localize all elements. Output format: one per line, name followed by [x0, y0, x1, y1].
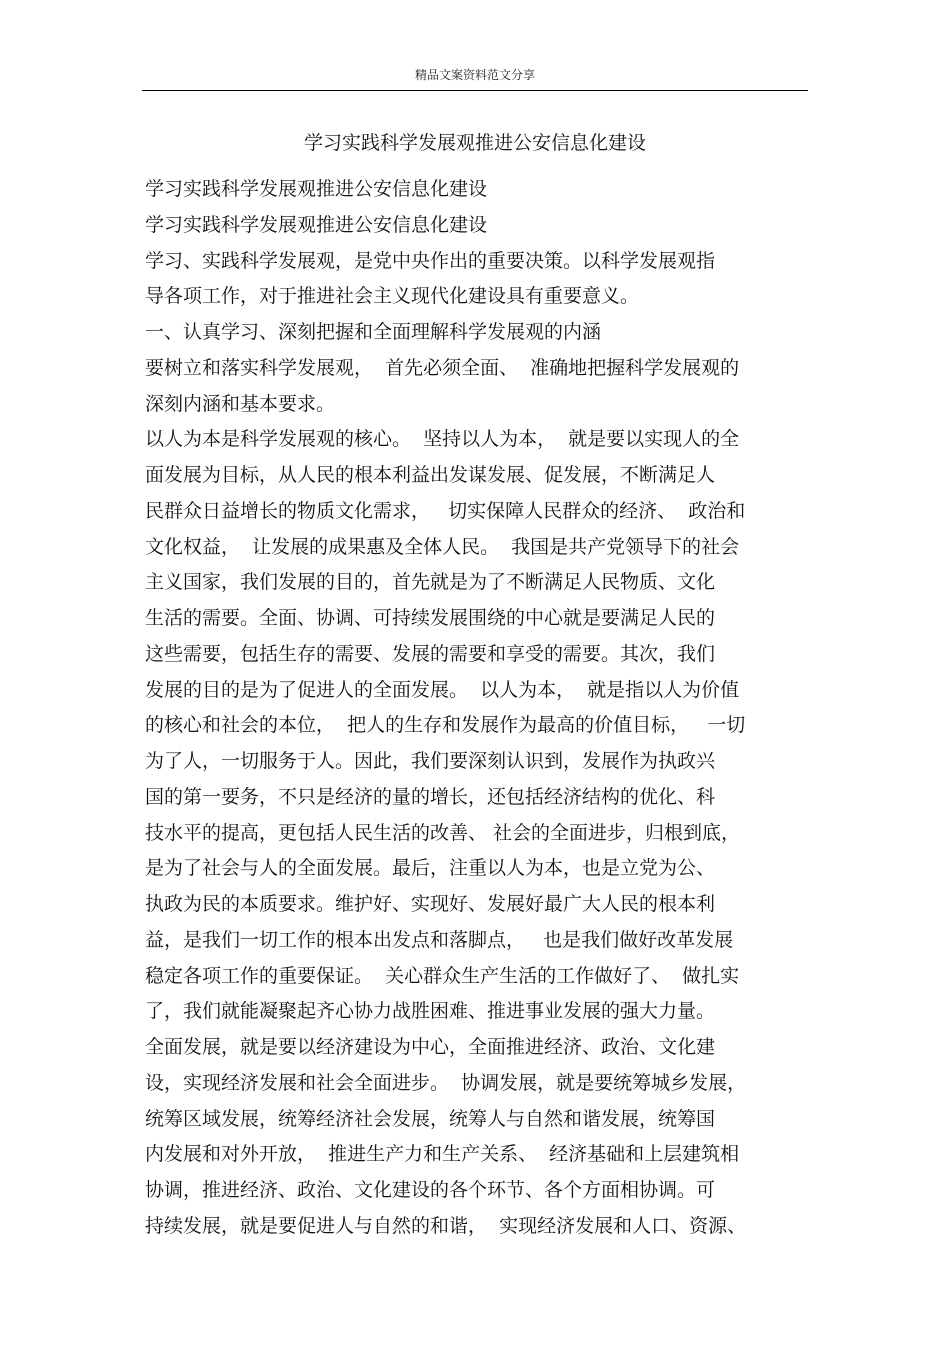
document-title: 学习实践科学发展观推进公安信息化建设: [303, 132, 646, 154]
text-line: 文化权益， 让发展的成果惠及全体人民。 我国是共产党领导下的社会: [145, 535, 740, 558]
text-line: 稳定各项工作的重要保证。 关心群众生产生活的工作做好了、 做扎实: [145, 964, 740, 987]
text-line: 协调，推进经济、政治、文化建设的各个环节、各个方面相协调。可: [145, 1179, 716, 1201]
text-line: 了，我们就能凝聚起齐心协力战胜困难、推进事业发展的强大力量。: [145, 1000, 716, 1023]
text-line: 以人为本是科学发展观的核心。 坚持以人为本， 就是要以实现人的全: [145, 428, 740, 451]
text-line: 益，是我们一切工作的根本出发点和落脚点， 也是我们做好改革发展: [145, 928, 734, 951]
text-line: 深刻内涵和基本要求。: [145, 392, 336, 415]
text-line: 学习实践科学发展观推进公安信息化建设: [145, 178, 488, 200]
text-line: 国的第一要务，不只是经济的量的增长，还包括经济结构的优化、科: [145, 785, 716, 808]
text-line: 的核心和社会的本位， 把人的生存和发展作为最高的价值目标， 一切: [145, 714, 746, 737]
text-line: 内发展和对外开放， 推进生产力和生产关系、 经济基础和上层建筑相: [145, 1143, 740, 1166]
text-line: 统筹区域发展，统筹经济社会发展，统筹人与自然和谐发展，统筹国: [145, 1107, 716, 1130]
text-line: 学习、实践科学发展观，是党中央作出的重要决策。以科学发展观指: [145, 249, 716, 272]
page-header: 精品文案资料范文分享: [414, 68, 535, 82]
text-line: 生活的需要。全面、协调、可持续发展围绕的中心就是要满足人民的: [145, 607, 716, 629]
text-line: 执政为民的本质要求。维护好、实现好、发展好最广大人民的根本利: [145, 893, 716, 915]
text-line: 发展的目的是为了促进人的全面发展。 以人为本， 就是指以人为价值: [145, 678, 740, 701]
header-divider: [142, 90, 808, 91]
text-line: 设，实现经济发展和社会全面进步。 协调发展，就是要统筹城乡发展，: [145, 1071, 747, 1094]
document-body: [145, 172, 815, 1245]
text-line: 面发展为目标，从人民的根本利益出发谋发展、促发展，不断满足人: [145, 464, 716, 486]
text-line: 这些需要，包括生存的需要、发展的需要和享受的需要。其次，我们: [145, 642, 716, 665]
text-line: 技水平的提高，更包括人民生活的改善、 社会的全面进步，归根到底，: [145, 821, 741, 844]
text-line: 要树立和落实科学发展观， 首先必须全面、 准确地把握科学发展观的: [145, 356, 740, 379]
text-line: 民群众日益增长的物质文化需求， 切实保障人民群众的经济、 政治和: [145, 499, 746, 522]
text-line: 全面发展，就是要以经济建设为中心，全面推进经济、政治、文化建: [145, 1036, 716, 1058]
text-line: 主义国家，我们发展的目的，首先就是为了不断满足人民物质、文化: [145, 571, 716, 594]
text-line: 持续发展，就是要促进人与自然的和谐， 实现经济发展和人口、资源、: [145, 1214, 747, 1237]
text-line: 是为了社会与人的全面发展。最后，注重以人为本，也是立党为公、: [145, 857, 716, 880]
text-line: 学习实践科学发展观推进公安信息化建设: [145, 213, 488, 236]
text-line: 为了人，一切服务于人。因此，我们要深刻认识到，发展作为执政兴: [145, 750, 716, 772]
text-line: 一、认真学习、深刻把握和全面理解科学发展观的内涵: [145, 321, 602, 343]
text-line: 导各项工作，对于推进社会主义现代化建设具有重要意义。: [145, 285, 640, 308]
